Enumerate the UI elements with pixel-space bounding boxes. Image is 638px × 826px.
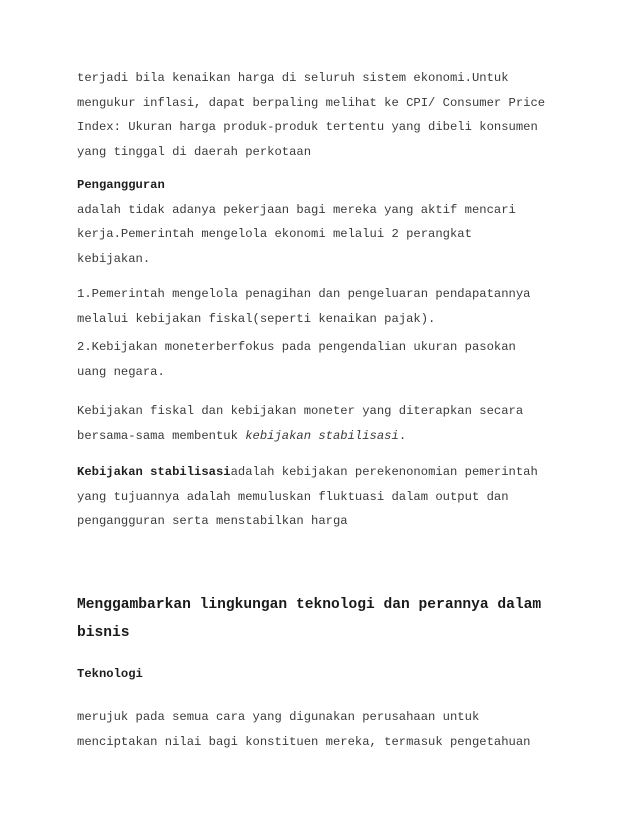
list-item-2: [77, 335, 577, 384]
text-line: mengukur inflasi, dapat berpaling melihat ke CPI/ Consumer Price: [77, 95, 546, 110]
bold-term: Kebijakan stabilisasi: [77, 465, 231, 479]
paragraph-teknologi: [77, 705, 577, 754]
text-segment: .: [398, 428, 407, 443]
text-line: [77, 460, 577, 485]
text-line: pengangguran serta menstabilkan harga: [77, 514, 348, 528]
paragraph-fiskal: [77, 399, 577, 448]
text-line: menciptakan nilai bagi konstituen mereka, termasuk pengetahuan: [77, 734, 531, 749]
text-line: uang negara.: [77, 364, 165, 379]
text-line: 2.Kebijakan moneterberfokus pada pengendalian ukuran pasokan: [77, 340, 516, 354]
text-line: [77, 424, 577, 449]
text-line: adalah tidak adanya pekerjaan bagi mereka yang aktif mencari: [77, 202, 516, 217]
text-line: kebijakan.: [77, 251, 151, 266]
italic-term: kebijakan stabilisasi: [245, 428, 399, 443]
heading-line: bisnis: [77, 624, 130, 641]
term-heading-pengangguran: Pengangguran: [77, 178, 165, 192]
text-segment: adalah kebijakan perekenonomian pemerintah: [230, 465, 538, 479]
text-line: Index: Ukuran harga produk-produk tertentu yang dibeli konsumen: [77, 120, 538, 134]
text-line: yang tinggal di daerah perkotaan: [77, 144, 312, 159]
section-heading: [77, 592, 541, 647]
paragraph-pengangguran: [77, 173, 577, 271]
text-line: 1.Pemerintah mengelola penagihan dan pengeluaran pendapatannya: [77, 287, 531, 301]
term-heading-teknologi: Teknologi: [77, 667, 143, 681]
text-line: yang tujuannya adalah memuluskan fluktuasi dalam output dan: [77, 489, 509, 504]
text-line: merujuk pada semua cara yang digunakan perusahaan untuk: [77, 710, 480, 724]
text-line: kerja.Pemerintah mengelola ekonomi melalui 2 perangkat: [77, 227, 472, 241]
paragraph-stabilisasi: [77, 460, 577, 534]
text-segment: bersama-sama membentuk: [77, 428, 246, 443]
heading-line: Menggambarkan lingkungan teknologi dan perannya dalam: [77, 597, 542, 613]
list-item-1: [77, 282, 577, 331]
text-line: terjadi bila kenaikan harga di seluruh sistem ekonomi.Untuk: [77, 71, 509, 85]
paragraph-inflation: [77, 66, 577, 164]
text-line: melalui kebijakan fiskal(seperti kenaikan pajak).: [77, 311, 436, 326]
text-line: Kebijakan fiskal dan kebijakan moneter yang diterapkan secara: [77, 404, 524, 418]
term-heading-teknologi-block: [77, 662, 577, 687]
